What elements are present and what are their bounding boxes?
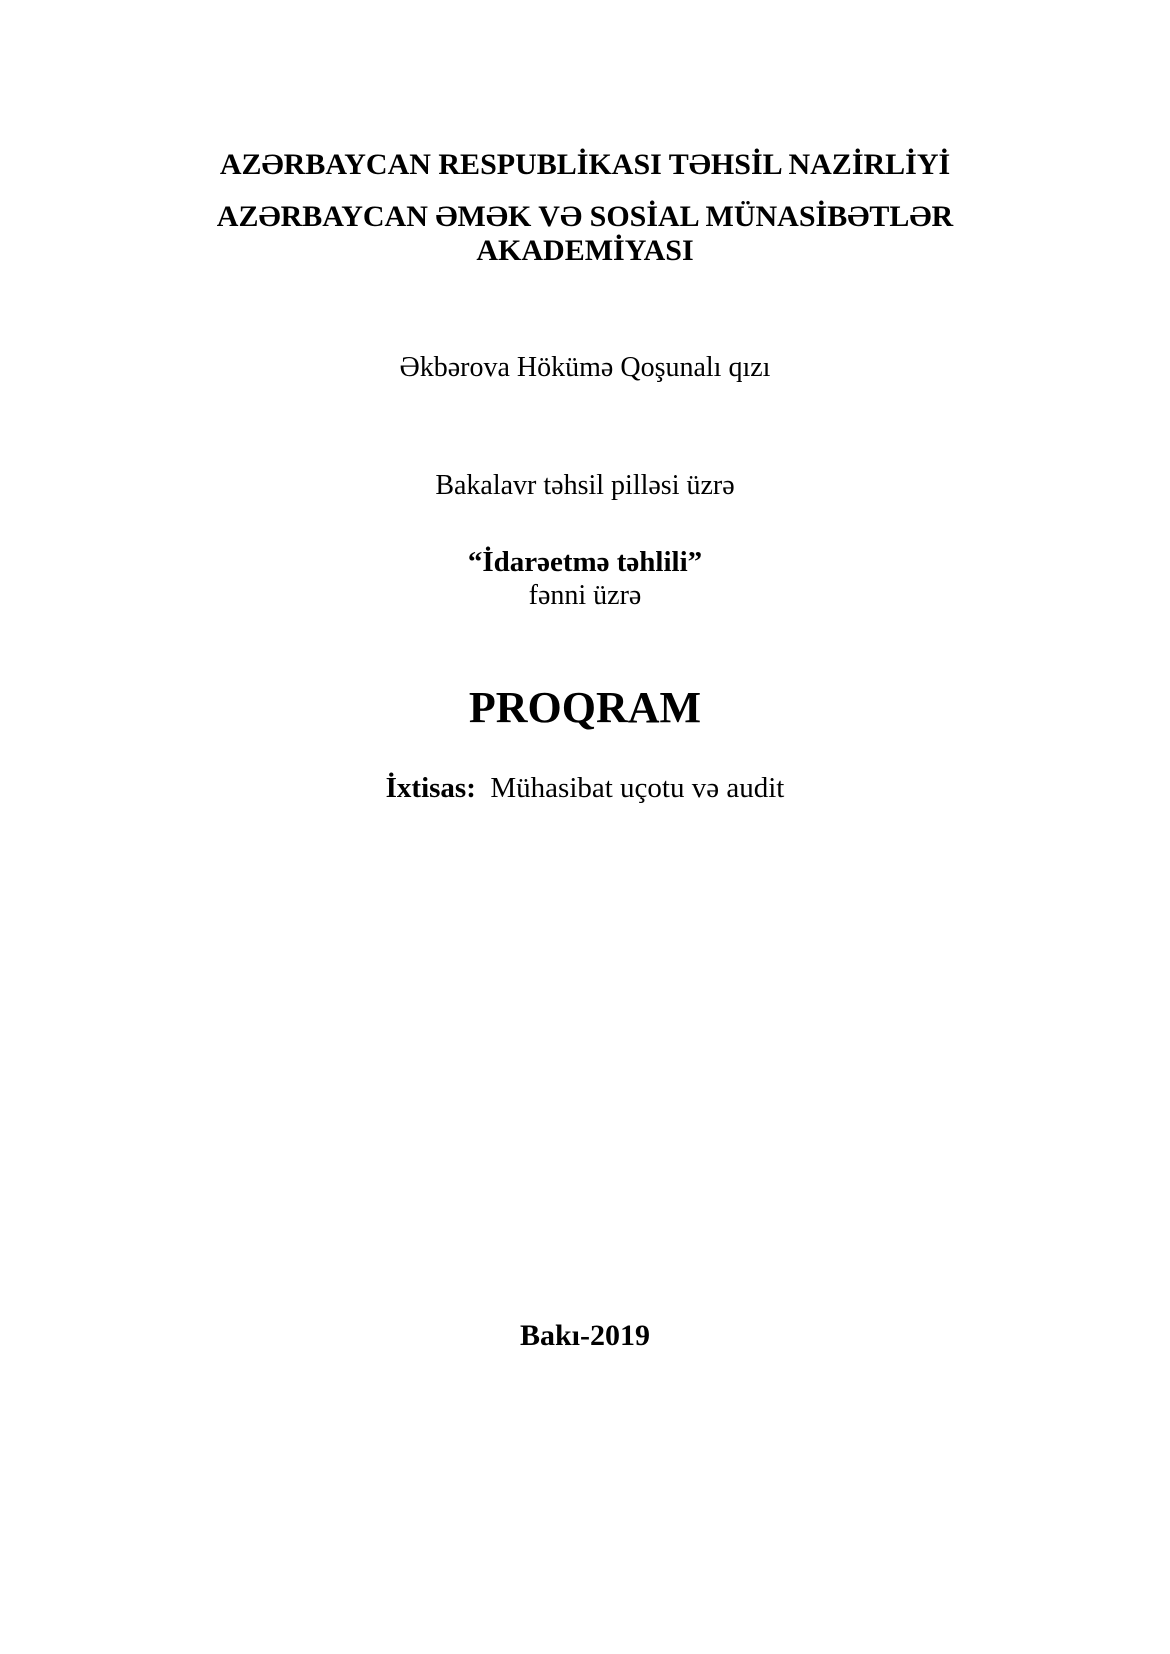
- specialty-value: Mühasibat uçotu və audit: [490, 772, 785, 804]
- specialty-line: [0, 771, 1170, 805]
- academy-heading-line2: AKADEMİYASI: [476, 234, 694, 267]
- subject-subtitle: fənni üzrə: [528, 580, 642, 611]
- specialty-label: İxtisas:: [385, 772, 476, 804]
- subject-title: “İdarəetmə təhlili”: [467, 546, 703, 578]
- academy-heading-line1: AZƏRBAYCAN ƏMƏK VƏ SOSİAL MÜNASİBƏTLƏR: [216, 200, 954, 233]
- place-year: Bakı-2019: [519, 1319, 651, 1352]
- degree-level: Bakalavr təhsil pilləsi üzrə: [435, 470, 735, 501]
- ministry-heading: AZƏRBAYCAN RESPUBLİKASI TƏHSİL NAZİRLİYİ: [219, 148, 951, 181]
- author-name: Əkbərova Hökümə Qoşunalı qızı: [399, 352, 771, 383]
- document-type-title: PROQRAM: [468, 683, 702, 732]
